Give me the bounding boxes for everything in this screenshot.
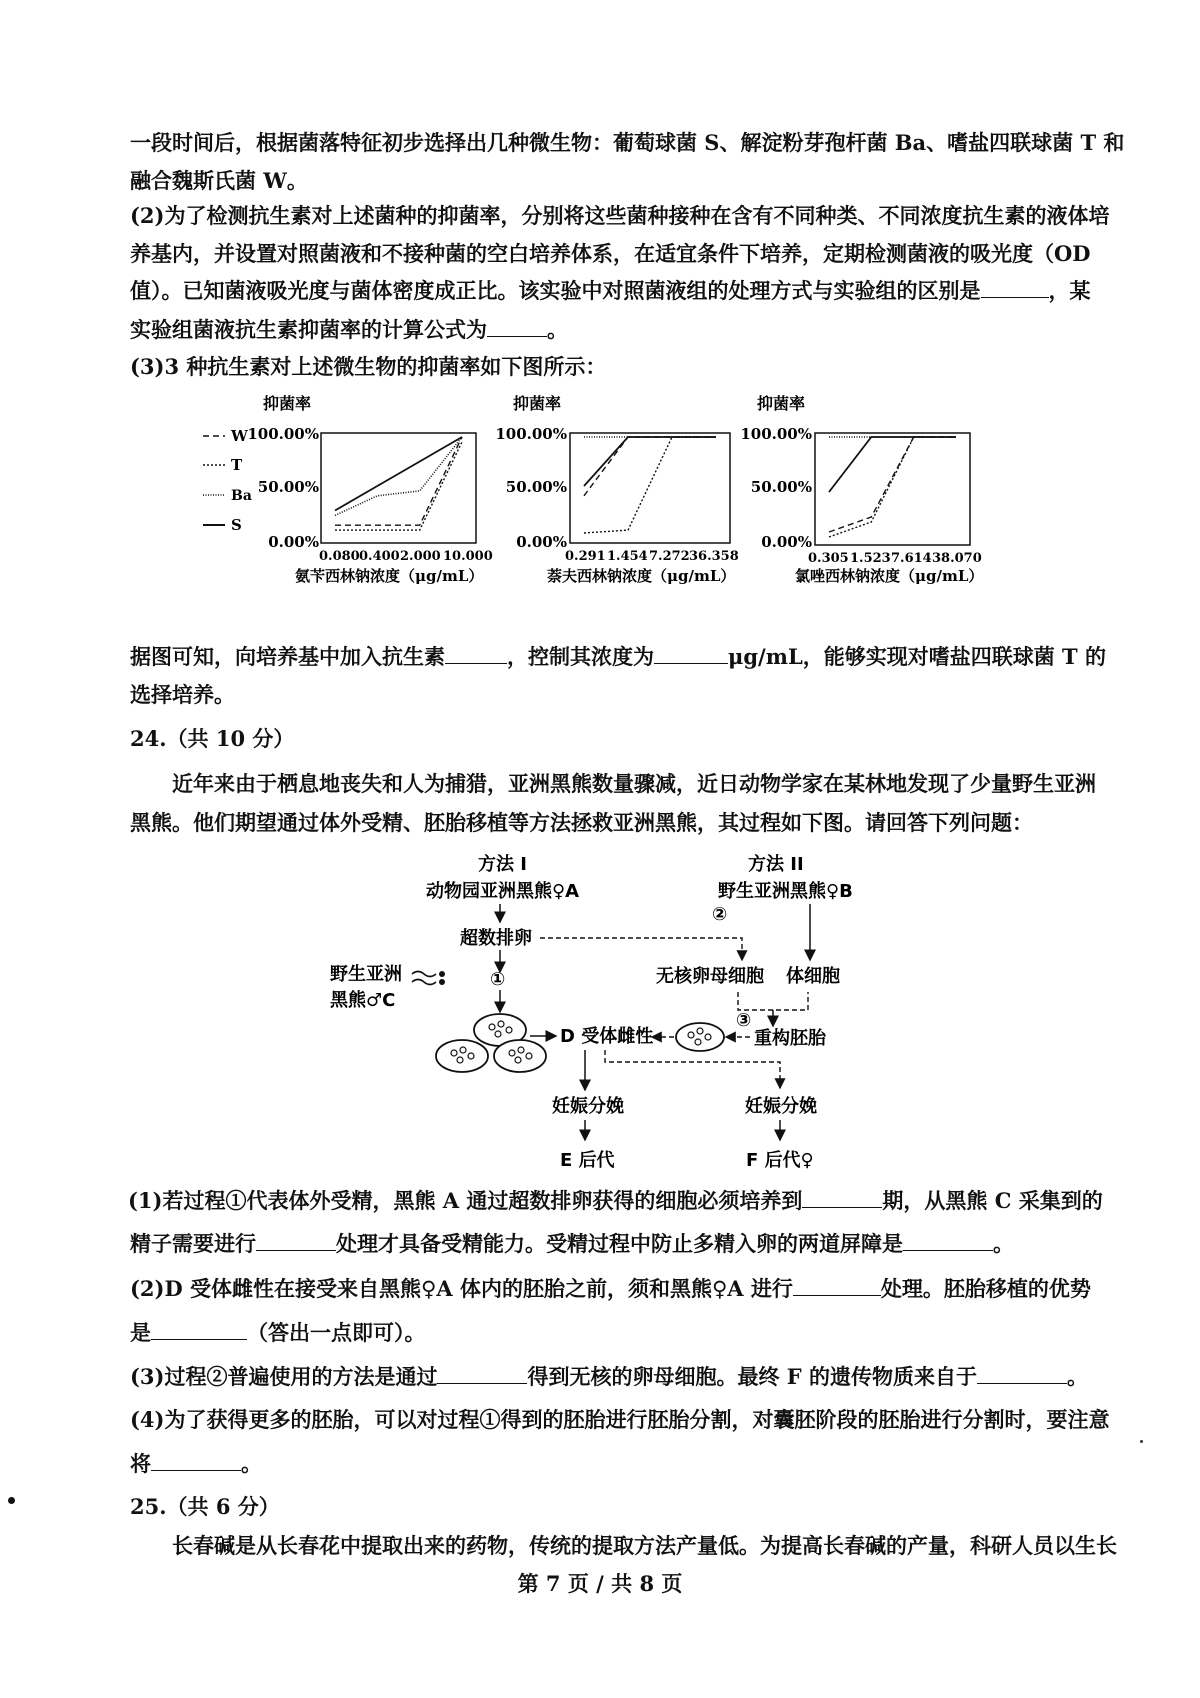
chart-1-series-t xyxy=(335,442,462,530)
chart-3-ytick-0: 0.00% xyxy=(761,533,812,551)
sub-question-3-line: (3)过程②普遍使用的方法是通过 得到无核的卵母细胞。最终 F 的遗传物质来自于 。 xyxy=(130,1364,1089,1389)
superovulation-label: 超数排卵 xyxy=(460,928,532,949)
chart-2-xlabel: 萘夫西林钠浓度（μg/mL） xyxy=(547,567,736,585)
question-25-para: 长春碱是从长春花中提取出来的药物，传统的提取方法产量低。为提高长春碱的产量，科研人员以生长 xyxy=(172,1533,1117,1558)
answer-blank[interactable] xyxy=(802,1187,882,1208)
chart-1-xtick: 0.400 xyxy=(359,549,400,564)
chart-1-frame xyxy=(321,433,476,543)
answer-blank[interactable] xyxy=(981,277,1049,298)
chart-1-ytick-50: 50.00% xyxy=(257,478,319,496)
chart-2-xtick: 36.358 xyxy=(689,549,739,564)
chart-1-series-w xyxy=(335,437,462,525)
dashed-arrow-to-oocyte xyxy=(540,938,742,960)
chart-2-ylabel: 抑菌率 xyxy=(513,395,562,413)
method-1-label: 方法 I xyxy=(478,854,527,875)
sperm-head xyxy=(439,971,445,977)
recipient-label: D 受体雌性 xyxy=(560,1026,654,1047)
chart-2 xyxy=(495,395,738,585)
answer-blank[interactable] xyxy=(256,1230,336,1251)
question-3-answer-line-2: 选择培养。 xyxy=(130,682,235,707)
chart-2-series-s xyxy=(584,437,716,486)
margin-dot xyxy=(8,1497,15,1504)
answer-blank[interactable] xyxy=(977,1363,1067,1384)
chart-3-xlabel: 氯唑西林钠浓度（μg/mL） xyxy=(795,567,984,585)
answer-blank[interactable] xyxy=(445,643,507,664)
answer-blank[interactable] xyxy=(903,1230,993,1251)
question-2-line-2: 养基内，并设置对照菌液和不接种菌的空白培养体系，在适宜条件下培养，定期检测菌液的吸光度（OD xyxy=(130,241,1091,266)
sub-question-2-line-2: 是 （答出一点即可）。 xyxy=(130,1320,426,1345)
chart-2-series-w xyxy=(584,437,716,496)
chart-2-xtick: 7.272 xyxy=(649,549,690,564)
offspring-f-label: F 后代♀ xyxy=(746,1150,814,1171)
chart-2-ytick-50: 50.00% xyxy=(505,478,567,496)
reconstructed-embryo-icon xyxy=(676,1023,724,1051)
sperm-icon xyxy=(412,972,436,985)
oocyte-label: 无核卵母细胞 xyxy=(656,966,764,987)
bear-a-label: 动物园亚洲黑熊♀A xyxy=(426,881,580,902)
step-2-marker: ② xyxy=(712,904,728,925)
chart-2-ytick-0: 0.00% xyxy=(516,533,567,551)
pregnancy-label-1: 妊娠分娩 xyxy=(552,1096,624,1117)
chart-1-xtick: 0.080 xyxy=(319,549,360,564)
sub-question-4-line-2: 将 。 xyxy=(130,1451,262,1476)
answer-blank[interactable] xyxy=(654,643,728,664)
sperm-head xyxy=(439,979,445,985)
answer-blank[interactable] xyxy=(793,1275,881,1296)
sub-question-1-line-1: (1)若过程①代表体外受精，黑熊 A 通过超数排卵获得的细胞必须培养到 期，从黑熊 C 采集到的 xyxy=(128,1188,1103,1213)
chart-1 xyxy=(203,395,493,585)
somatic-cell-label: 体细胞 xyxy=(786,966,840,987)
answer-blank[interactable] xyxy=(151,1319,247,1340)
wild-bear-c-label-2: 黑熊♂C xyxy=(330,990,396,1011)
method-2-label: 方法 II xyxy=(748,854,804,875)
fusion-dashed-line xyxy=(738,992,808,1010)
question-3-intro: (3)3 种抗生素对上述微生物的抑菌率如下图所示： xyxy=(130,354,607,379)
answer-blank[interactable] xyxy=(487,316,547,337)
chart-3-ylabel: 抑菌率 xyxy=(757,395,806,413)
embryo-cluster xyxy=(436,1014,546,1072)
wild-bear-c-label-1: 野生亚洲 xyxy=(330,964,402,985)
chart-3-series-t xyxy=(829,437,956,537)
chart-3-series-s xyxy=(829,437,956,492)
sub-question-2-line-1: (2)D 受体雌性在接受来自黑熊♀A 体内的胚胎之前，须和黑熊♀A 进行 处理。胚胎移植的优势 xyxy=(130,1276,1091,1301)
answer-blank[interactable] xyxy=(437,1363,527,1384)
question-25-heading: 25.（共 6 分） xyxy=(130,1494,280,1519)
chart-3-ytick-100: 100.00% xyxy=(740,425,812,443)
chart-3-xtick: 7.614 xyxy=(891,551,932,566)
legend-ba-label: Ba xyxy=(231,488,252,504)
chart-2-xtick: 0.291 xyxy=(565,549,606,564)
chart-1-ytick-100: 100.00% xyxy=(247,425,319,443)
chart-3-ytick-50: 50.00% xyxy=(750,478,812,496)
text-line-1: 一段时间后，根据菌落特征初步选择出几种微生物：葡萄球菌 S、解淀粉芽孢杆菌 Ba、嗜盐四联球菌 T 和 xyxy=(130,130,1125,155)
series-layer xyxy=(335,437,956,537)
bear-b-label: 野生亚洲黑熊♀B xyxy=(718,881,853,902)
chart-3-xtick: 38.070 xyxy=(932,551,982,566)
chart-1-ylabel: 抑菌率 xyxy=(263,395,312,413)
chart-2-frame xyxy=(570,433,730,543)
offspring-e-label: E 后代 xyxy=(560,1150,615,1171)
text-line-2: 融合魏斯氏菌 W。 xyxy=(130,168,308,193)
dashed-arrow-to-pregnancy-2 xyxy=(605,1050,780,1088)
margin-dot xyxy=(1140,1440,1143,1443)
chart-3 xyxy=(740,395,983,585)
reconstructed-embryo-label: 重构胚胎 xyxy=(754,1028,826,1049)
pregnancy-label-2: 妊娠分娩 xyxy=(745,1096,817,1117)
bear-process-diagram xyxy=(330,850,970,1180)
question-2-line-4: 实验组菌液抗生素抑菌率的计算公式为 。 xyxy=(130,317,568,342)
answer-blank[interactable] xyxy=(151,1450,241,1471)
chart-3-xtick: 1.523 xyxy=(850,551,891,566)
chart-2-xtick: 1.454 xyxy=(607,549,648,564)
chart-1-series-s xyxy=(335,437,462,511)
step-3-marker: ③ xyxy=(736,1010,752,1031)
step-1-marker: ① xyxy=(490,969,506,990)
sub-question-1-line-2: 精子需要进行 处理才具备受精能力。受精过程中防止多精入卵的两道屏障是 。 xyxy=(130,1231,1014,1256)
charts-svg xyxy=(195,395,1075,605)
question-24-para-1: 近年来由于栖息地丧失和人为捕猎，亚洲黑熊数量骤减，近日动物学家在某林地发现了少量野生亚洲 xyxy=(172,771,1096,796)
question-2-line-3: 值）。已知菌液吸光度与菌体密度成正比。该实验中对照菌液组的处理方式与实验组的区别是 ，某 xyxy=(130,278,1091,303)
question-3-answer-line: 据图可知，向培养基中加入抗生素 ，控制其浓度为 μg/mL，能够实现对嗜盐四联球菌 T 的 xyxy=(130,644,1106,669)
chart-3-xtick: 0.305 xyxy=(808,551,849,566)
chart-1-ytick-0: 0.00% xyxy=(268,533,319,551)
legend-s-label: S xyxy=(231,516,242,534)
antibiotic-charts xyxy=(195,395,1075,609)
chart-2-series-t xyxy=(584,437,716,533)
chart-3-frame xyxy=(815,433,970,545)
chart-3-series-w xyxy=(829,437,956,532)
question-2-line-1: (2)为了检测抗生素对上述菌种的抑菌率，分别将这些菌种接种在含有不同种类、不同浓度抗生素的液体培 xyxy=(130,203,1110,228)
sub-question-4-line-1: (4)为了获得更多的胚胎，可以对过程①得到的胚胎进行胚胎分割，对囊胚阶段的胚胎进行分割时，要注意 xyxy=(130,1407,1110,1432)
chart-1-xtick: 2.000 xyxy=(400,549,441,564)
question-24-para-2: 黑熊。他们期望通过体外受精、胚胎移植等方法拯救亚洲黑熊，其过程如下图。请回答下列问题： xyxy=(130,810,1033,835)
legend-w-label: W xyxy=(231,427,248,445)
chart-2-ytick-100: 100.00% xyxy=(495,425,567,443)
chart-1-xlabel: 氨苄西林钠浓度（μg/mL） xyxy=(295,567,484,585)
legend-t-label: T xyxy=(231,456,243,474)
question-24-heading: 24.（共 10 分） xyxy=(130,726,295,751)
chart-1-xtick: 10.000 xyxy=(443,549,493,564)
page-footer: 第 7 页 / 共 8 页 xyxy=(517,1571,683,1596)
